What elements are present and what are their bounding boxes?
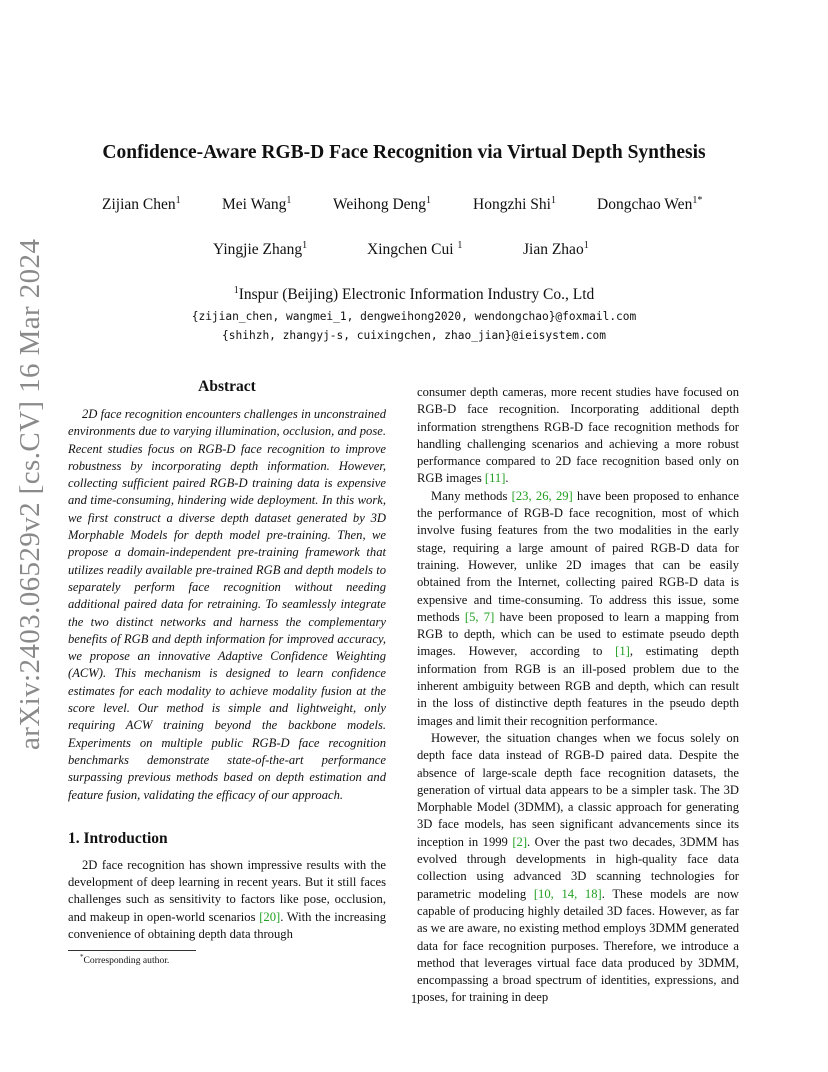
author-name: Jian Zhao [523, 241, 584, 259]
citation-link[interactable]: [2] [512, 834, 528, 849]
page-number: 1 [410, 991, 418, 1006]
text-run: have been proposed to enhance the performance of RGB-D face recognition, most of which involve fusing features from the two modalities in the early stage, requiring a large amount of paired RGB-D data for training. However, unlike 2D images that can be easily obtained from the Internet, collecting paired RGB-D data is expensive and time-consuming. To address this issue, some methods [417, 488, 740, 624]
citation-link[interactable]: [1] [615, 644, 630, 659]
affiliation-text: Inspur (Beijing) Electronic Information Industry Co., Ltd [238, 286, 595, 304]
email-line-2: {shihzh, zhangyj-s, cuixingchen, zhao_jian}@ieisystem.com [222, 329, 606, 342]
author-mei-wang [222, 195, 291, 214]
author-affil-sup: 1 [302, 240, 308, 251]
author-name: Zijian Chen [102, 196, 176, 214]
abstract-text: 2D face recognition encounters challenges in unconstrained environments due to varying illumination, occlusion, and pose. Recent studies focus on RGB-D face recognition to improve robustness by incorporating depth information. However, collecting sufficient paired RGB-D training data is expensive and time-consuming, hindering wide deployment. In this work, we first construct a diverse depth dataset generated by 3D Morphable Models for depth model pre-training. Then, we propose a domain-independent pre-training framework that utilizes readily available pre-trained RGB and depth models to separately perform face recognition without needing additional paired data for retraining. To seamlessly integrate the two distinct networks and harness the complementary benefits of RGB and depth information for improved accuracy, we propose an innovative Adaptive Confidence Weighting (ACW). This mechanism is designed to learn confidence estimates for each modality to achieve modality fusion at the score level. Our method is simple and lightweight, only requiring ACW training beyond the backbone models. Experiments on multiple public RGB-D face recognition benchmarks demonstrate state-of-the-art performance surpassing previous methods based on depth estimation and feature fusion, validating the efficacy of our approach. [68, 407, 386, 802]
left-column [68, 378, 386, 943]
affiliation [60, 285, 768, 304]
citation-link[interactable]: [5, 7] [464, 609, 495, 624]
author-xingchen-cui [367, 240, 462, 259]
author-weihong-deng [333, 195, 431, 214]
author-affil-sup: 1 [175, 195, 181, 206]
right-paragraph-3 [417, 730, 739, 1007]
author-affil-sup: 1 [426, 195, 432, 206]
text-run: Many methods [431, 488, 512, 503]
abstract-heading: Abstract [198, 378, 256, 395]
text-run: . Over the past two decades, 3DMM has evolved through developments in high-quality face data collection using advanced 3D scanning technologies for parametric modeling [417, 834, 739, 901]
affiliation-sup: 1 [233, 285, 239, 296]
right-paragraph-2 [417, 488, 739, 730]
author-affil-sup: 1 [457, 240, 463, 251]
author-zijian-chen [102, 195, 181, 214]
author-yingjie-zhang [213, 240, 307, 259]
author-affil-sup: 1 [583, 240, 589, 251]
text-run: 2D face recognition has shown impressive results with the development of deep learning in recent years. But it still faces challenges such as sensitivity to factors like pose, occlusion, and makeup in open-world scenarios [68, 857, 386, 924]
right-column [417, 384, 739, 1007]
footnote-text: Corresponding author. [83, 955, 170, 967]
author-name: Dongchao Wen [597, 196, 693, 214]
arxiv-side-stamp: arXiv:2403.06529v2 [cs.CV] 16 Mar 2024 [14, 238, 46, 750]
footnote-rule [68, 950, 196, 951]
author-dongchao-wen [597, 195, 702, 214]
author-name: Yingjie Zhang [213, 241, 303, 259]
text-run: However, the situation changes when we focus solely on depth face data instead of RGB-D paired data. Despite the absence of large-scale depth face recognition datasets, the generation of virtual data appears to be a simpler task. The 3D Morphable Model (3DMM), a classic approach for generating 3D face models, has seen significant advancements since its inception in 1999 [417, 730, 739, 849]
paper-title: Confidence-Aware RGB-D Face Recognition via Virtual Depth Synthesis [102, 142, 706, 163]
citation-link[interactable]: [20] [259, 909, 281, 924]
text-run: . [505, 471, 509, 486]
footnote-sup: * [80, 953, 84, 961]
text-run: , estimating depth information from RGB is an ill-posed problem due to the inherent ambiguity between RGB and depth, which can result in the loss of distinctive depth features in the pseudo depth images and limit their recognition performance. [417, 644, 739, 728]
text-run: . With the increasing convenience of obtaining depth data through [68, 909, 386, 942]
citation-link[interactable]: [10, 14, 18] [533, 886, 602, 901]
text-run: . These models are now capable of producing highly detailed 3D faces. However, as far as we are aware, no existing method employs 3DMM generated data for face recognition purposes. Therefore, we introduce a method that leverages virtual face data produced by 3DMM, encompassing a broad spectrum of identities, expressions, and poses, for training in deep [417, 886, 739, 1005]
footnote [80, 953, 169, 966]
text-run: consumer depth cameras, more recent studies have focused on RGB-D face recognition. Incorporating additional depth information strengthens RGB-D face recognition methods for handling challenging scenarios and achieving a more robust performance compared to 2D face recognition based only on RGB images [417, 385, 739, 486]
author-affil-sup: 1 [286, 195, 292, 206]
author-name: Mei Wang [222, 196, 287, 214]
author-affil-sup: 1 [550, 195, 556, 206]
right-paragraph-1 [417, 384, 739, 488]
citation-link[interactable]: [11] [484, 471, 506, 486]
citation-link[interactable]: [23, 26, 29] [511, 488, 573, 503]
author-name: Hongzhi Shi [473, 196, 551, 214]
intro-paragraph [68, 857, 386, 943]
text-run: have been proposed to learn a mapping from RGB to depth, which can be used to estimate pseudo depth images. However, according to [417, 609, 740, 659]
author-affil-sup: 1* [692, 195, 703, 206]
introduction-heading: 1. Introduction [68, 829, 168, 847]
author-hongzhi-shi [473, 195, 556, 214]
author-name: Xingchen Cui [367, 241, 454, 259]
author-jian-zhao [523, 240, 589, 259]
author-name: Weihong Deng [333, 196, 427, 214]
email-line-1: {zijian_chen, wangmei_1, dengweihong2020, wendongchao}@foxmail.com [191, 310, 637, 323]
